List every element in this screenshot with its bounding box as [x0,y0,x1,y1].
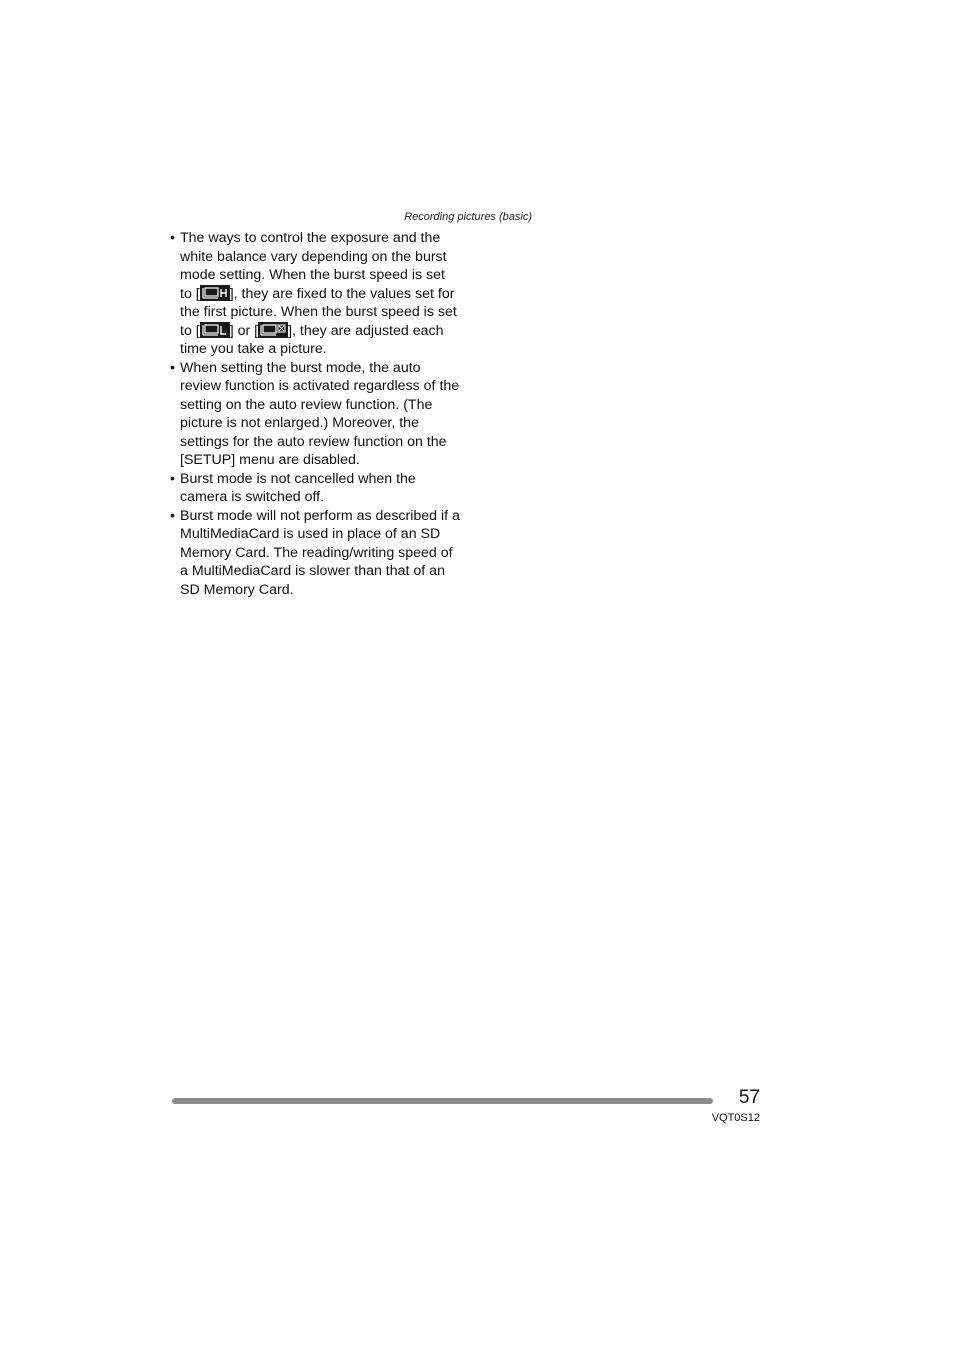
bullet-text: When setting the burst mode, the auto review function is activated regardless of the setting on the auto review function. (The picture is not enlarged.) Moreover, the settings for the auto review function on the [SETUP] menu are disabled. [180,359,460,468]
bullet-text: Burst mode will not perform as described if a MultiMediaCard is used in place of an SD Memory Card. The reading/writing speed of a MultiMediaCard is slower than that of an SD Memory Card. [180,507,460,598]
footer-bar [172,1098,713,1104]
bullet-mark: • [170,359,175,376]
bullet-list [170,229,460,599]
bullet-text: Burst mode is not cancelled when the camera is switched off. [180,470,416,505]
page-number: 57 [738,1087,760,1108]
list-item [170,507,460,600]
burst-unlimited-icon [258,322,288,338]
bullet-text-part: ], they are fixed to the values set for the first picture. When the burst speed is set to [ [180,285,457,339]
bullet-mark: • [170,230,175,246]
burst-high-icon [200,285,230,301]
bullet-mark: • [170,470,175,487]
running-header: Recording pictures (basic) [404,211,532,223]
bullet-text-part: ], they are adjusted each time you take a picture. [180,322,444,357]
list-item [170,470,460,507]
list-item [170,359,460,470]
list-item [170,229,460,359]
bullet-text-part: ] or [ [229,322,259,339]
document-code: VQT0S12 [711,1112,760,1124]
bullet-text-part: The ways to control the exposure and the white balance vary depending on the burst mode setting. When the burst speed is set to [ [180,230,447,302]
burst-low-icon [200,322,230,338]
bullet-mark: • [170,507,175,524]
